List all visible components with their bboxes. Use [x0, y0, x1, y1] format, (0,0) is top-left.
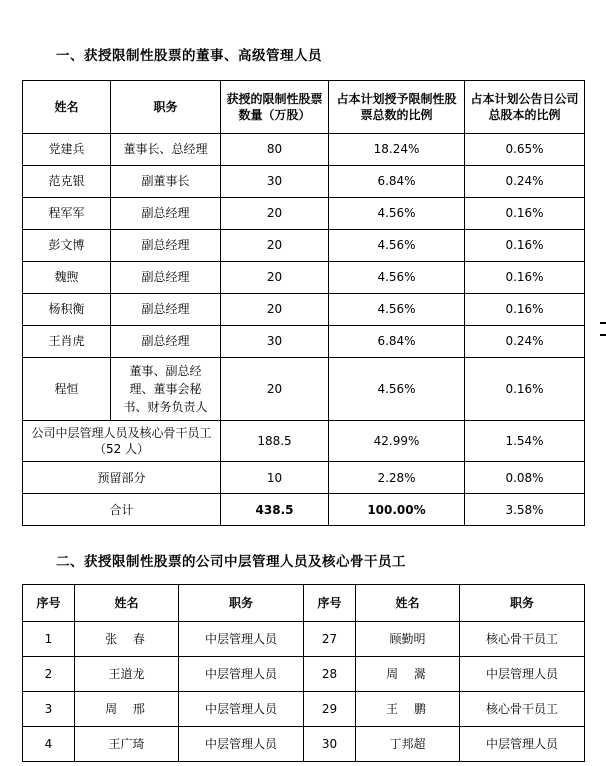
- cell-role-right: 核心骨干员工: [460, 622, 585, 657]
- table-row: [23, 727, 585, 762]
- section-heading-2: 二、获授限制性股票的公司中层管理人员及核心骨干员工: [56, 554, 406, 571]
- cell-title: 副总经理: [111, 326, 221, 358]
- column-header-seq-left: 序号: [23, 585, 75, 622]
- cell-title: 董事、副总经理、董事会秘书、财务负责人: [111, 358, 221, 421]
- cell-plan-pct: 4.56%: [329, 358, 465, 421]
- cell-quantity: 30: [221, 326, 329, 358]
- cell-plan-pct: 2.28%: [329, 462, 465, 494]
- table-header-row: [23, 585, 585, 622]
- cell-role-right: 中层管理人员: [460, 657, 585, 692]
- cell-quantity: 10: [221, 462, 329, 494]
- cell-capital-pct: 0.08%: [465, 462, 585, 494]
- cell-name: 程恒: [23, 358, 111, 421]
- grants-table: [22, 80, 585, 526]
- cell-name: 程军军: [23, 198, 111, 230]
- cell-title: 副总经理: [111, 230, 221, 262]
- cell-name-right: 顾勤明: [356, 622, 460, 657]
- cell-role-left: 中层管理人员: [179, 657, 304, 692]
- cell-quantity: 20: [221, 358, 329, 421]
- cell-capital-pct: 0.16%: [465, 262, 585, 294]
- cell-plan-pct: 6.84%: [329, 326, 465, 358]
- cell-capital-pct: 0.65%: [465, 134, 585, 166]
- table-row: [23, 358, 585, 421]
- cell-capital-pct: 0.16%: [465, 358, 585, 421]
- cell-plan-pct: 4.56%: [329, 230, 465, 262]
- cell-role-right: 核心骨干员工: [460, 692, 585, 727]
- section-heading-1: 一、获授限制性股票的董事、高级管理人员: [56, 48, 322, 64]
- column-header-name: 姓名: [23, 81, 111, 134]
- cell-seq-left: 1: [23, 622, 75, 657]
- cell-plan-pct: 42.99%: [329, 421, 465, 462]
- column-header-role-right: 职务: [460, 585, 585, 622]
- cell-plan-pct: 6.84%: [329, 166, 465, 198]
- table-row: [23, 166, 585, 198]
- cell-title: 副总经理: [111, 198, 221, 230]
- table-row: [23, 622, 585, 657]
- column-header-plan-pct: 占本计划授予限制性股票总数的比例: [329, 81, 465, 134]
- cell-capital-pct: 0.24%: [465, 326, 585, 358]
- column-header-title: 职务: [111, 81, 221, 134]
- table-row: [23, 198, 585, 230]
- scan-artifact-tick: [600, 334, 606, 336]
- cell-name: 魏煦: [23, 262, 111, 294]
- cell-name: 党建兵: [23, 134, 111, 166]
- table-row: [23, 294, 585, 326]
- cell-plan-pct: 18.24%: [329, 134, 465, 166]
- column-header-role-left: 职务: [179, 585, 304, 622]
- cell-plan-pct: 4.56%: [329, 294, 465, 326]
- cell-quantity: 20: [221, 262, 329, 294]
- column-header-name-left: 姓名: [75, 585, 179, 622]
- cell-name-left: 王广琦: [75, 727, 179, 762]
- cell-total-quantity: 438.5: [221, 494, 329, 526]
- cell-capital-pct: 0.16%: [465, 230, 585, 262]
- cell-quantity: 30: [221, 166, 329, 198]
- cell-name: 彭文博: [23, 230, 111, 262]
- cell-quantity: 20: [221, 198, 329, 230]
- cell-total-label: 合计: [23, 494, 221, 526]
- cell-seq-right: 30: [304, 727, 356, 762]
- column-header-name-right: 姓名: [356, 585, 460, 622]
- cell-quantity: 20: [221, 294, 329, 326]
- staff-table: [22, 584, 585, 762]
- cell-title: 副总经理: [111, 294, 221, 326]
- cell-seq-right: 29: [304, 692, 356, 727]
- cell-group-label: 公司中层管理人员及核心骨干员工（52 人）: [23, 421, 221, 462]
- cell-name: 范克银: [23, 166, 111, 198]
- cell-name: 杨积衡: [23, 294, 111, 326]
- cell-seq-right: 27: [304, 622, 356, 657]
- cell-title: 副总经理: [111, 262, 221, 294]
- cell-capital-pct: 0.16%: [465, 198, 585, 230]
- table-row: [23, 262, 585, 294]
- cell-plan-pct: 4.56%: [329, 198, 465, 230]
- table-row: [23, 230, 585, 262]
- cell-total-capital-pct: 3.58%: [465, 494, 585, 526]
- scan-artifact-tick: [600, 322, 606, 324]
- cell-name: 王肖虎: [23, 326, 111, 358]
- cell-reserved-label: 预留部分: [23, 462, 221, 494]
- column-header-seq-right: 序号: [304, 585, 356, 622]
- cell-capital-pct: 0.24%: [465, 166, 585, 198]
- cell-total-plan-pct: 100.00%: [329, 494, 465, 526]
- table-row: [23, 134, 585, 166]
- cell-name-right: 周 翯: [356, 657, 460, 692]
- cell-title: 副董事长: [111, 166, 221, 198]
- cell-seq-left: 4: [23, 727, 75, 762]
- cell-role-left: 中层管理人员: [179, 622, 304, 657]
- column-header-quantity: 获授的限制性股票数量（万股）: [221, 81, 329, 134]
- cell-quantity: 80: [221, 134, 329, 166]
- cell-name-left: 王道龙: [75, 657, 179, 692]
- table-row-reserved: [23, 462, 585, 494]
- cell-role-left: 中层管理人员: [179, 692, 304, 727]
- cell-name-right: 王 鹏: [356, 692, 460, 727]
- cell-seq-right: 28: [304, 657, 356, 692]
- cell-role-left: 中层管理人员: [179, 727, 304, 762]
- cell-name-left: 张 春: [75, 622, 179, 657]
- cell-plan-pct: 4.56%: [329, 262, 465, 294]
- table-row: [23, 692, 585, 727]
- cell-seq-left: 2: [23, 657, 75, 692]
- cell-name-left: 周 邢: [75, 692, 179, 727]
- cell-name-right: 丁邦超: [356, 727, 460, 762]
- cell-quantity: 20: [221, 230, 329, 262]
- table-row: [23, 657, 585, 692]
- cell-seq-left: 3: [23, 692, 75, 727]
- cell-title: 董事长、总经理: [111, 134, 221, 166]
- table-row: [23, 326, 585, 358]
- cell-role-right: 中层管理人员: [460, 727, 585, 762]
- table-row-group: [23, 421, 585, 462]
- column-header-capital-pct: 占本计划公告日公司总股本的比例: [465, 81, 585, 134]
- table-row-total: [23, 494, 585, 526]
- cell-capital-pct: 1.54%: [465, 421, 585, 462]
- cell-quantity: 188.5: [221, 421, 329, 462]
- cell-capital-pct: 0.16%: [465, 294, 585, 326]
- table-header-row: [23, 81, 585, 134]
